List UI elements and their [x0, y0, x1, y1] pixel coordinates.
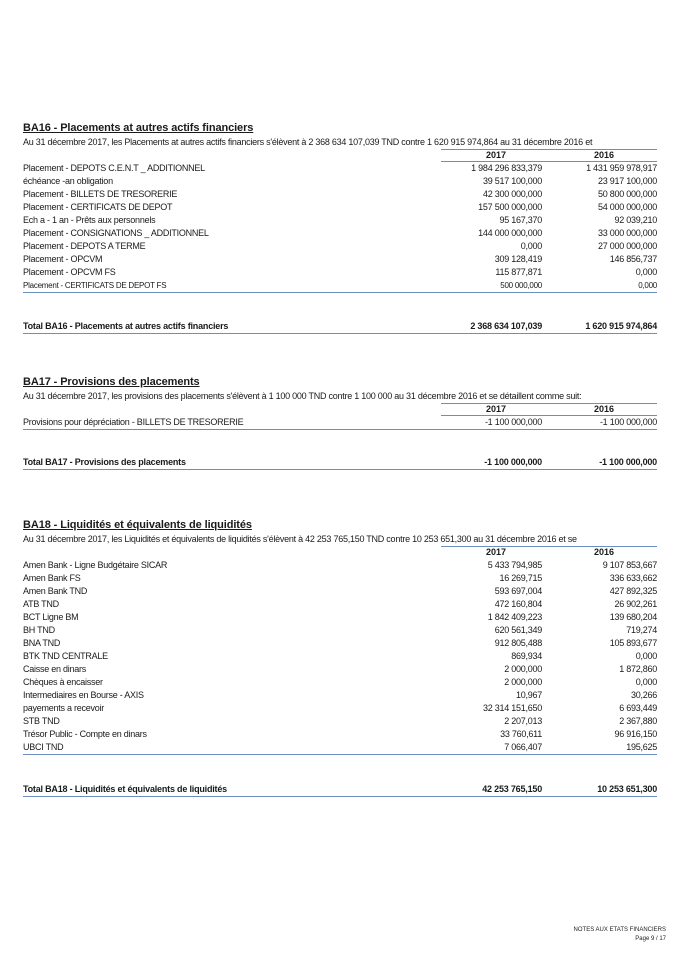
value-2017: 2 000,000 — [504, 677, 542, 687]
value-2016: 6 693,449 — [619, 703, 657, 713]
table-row — [23, 279, 657, 293]
footer-title: NOTES AUX ETATS FINANCIERS — [573, 927, 666, 933]
value-2016: 33 000 000,000 — [597, 228, 657, 238]
section-intro: Au 31 décembre 2017, les Liquidités et équivalents de liquidités s'élèvent à 42 253 765,150 TND contre 10 253 651,300 au 31 décembre 2016 et se — [23, 534, 577, 544]
value-2017: 10,967 — [515, 690, 542, 700]
value-2016: 0,000 — [635, 651, 657, 661]
row-label: ATB TND — [23, 599, 59, 609]
value-2016: 27 000 000,000 — [597, 241, 657, 251]
row-label: Placement - OPCVM FS — [23, 267, 116, 277]
row-label: Placement - CONSIGNATIONS _ ADDITIONNEL — [23, 228, 209, 238]
total-2017: 42 253 765,150 — [482, 784, 542, 794]
table-row — [23, 663, 657, 676]
row-label: Provisions pour dépréciation - BILLETS DE TRESORERIE — [23, 417, 244, 427]
table-row — [23, 676, 657, 689]
column-header-2016: 2016 — [593, 150, 615, 160]
column-header-row — [23, 403, 657, 416]
total-row-ba18 — [23, 783, 657, 797]
table-row — [23, 240, 657, 253]
row-label: Placement - OPCVM — [23, 254, 103, 264]
table-row — [23, 637, 657, 650]
value-2017: 95 167,370 — [499, 215, 542, 225]
table-row — [23, 201, 657, 214]
row-label: Placement - DEPOTS A TERME — [23, 241, 146, 251]
table-row — [23, 689, 657, 702]
total-2016: 1 620 915 974,864 — [585, 321, 657, 331]
table-row — [23, 188, 657, 201]
value-2017: 42 300 000,000 — [482, 189, 542, 199]
value-2017: 39 517 100,000 — [482, 176, 542, 186]
total-label: Total BA16 - Placements at autres actifs financiers — [23, 321, 229, 331]
total-label: Total BA18 - Liquidités et équivalents de liquidités — [23, 784, 227, 794]
column-header-2017: 2017 — [485, 404, 507, 414]
value-2017: 500 000,000 — [500, 281, 542, 290]
total-label: Total BA17 - Provisions des placements — [23, 457, 186, 467]
row-label: BTK TND CENTRALE — [23, 651, 108, 661]
value-2016: 195,625 — [626, 742, 657, 752]
section-title: BA18 - Liquidités et équivalents de liquidités — [23, 519, 252, 531]
column-header-row — [23, 149, 657, 162]
value-2017: 869,934 — [511, 651, 542, 661]
column-header-2016: 2016 — [593, 547, 615, 557]
section-intro: Au 31 décembre 2017, les Placements at autres actifs financiers s'élèvent à 2 368 634 107,039 TND contre 1 620 915 974,864 au 31 décembre 2016 et — [23, 137, 593, 147]
total-2017: 2 368 634 107,039 — [470, 321, 542, 331]
row-label: Chèques à encaisser — [23, 677, 103, 687]
value-2017: 157 500 000,000 — [478, 202, 542, 212]
row-label: Placement - CERTIFICATS DE DEPOT FS — [23, 281, 167, 290]
row-label: UBCI TND — [23, 742, 64, 752]
total-row-ba17 — [23, 456, 657, 470]
value-2016: 0,000 — [638, 281, 657, 290]
table-row — [23, 624, 657, 637]
value-2016: 719,274 — [626, 625, 657, 635]
table-row — [23, 650, 657, 663]
row-label: BNA TND — [23, 638, 61, 648]
value-2016: 336 633,662 — [609, 573, 657, 583]
value-2016: 92 039,210 — [614, 215, 657, 225]
value-2017: 7 066,407 — [504, 742, 542, 752]
column-header-2017: 2017 — [485, 150, 507, 160]
row-label: échéance -an obligation — [23, 176, 113, 186]
value-2017: 1 984 296 833,379 — [471, 163, 542, 173]
row-label: BH TND — [23, 625, 55, 635]
value-2017: 620 561,349 — [494, 625, 542, 635]
row-label: Amen Bank TND — [23, 586, 88, 596]
value-2016: 30,266 — [630, 690, 657, 700]
section-title: BA17 - Provisions des placements — [23, 376, 200, 388]
value-2016: 0,000 — [635, 677, 657, 687]
value-2016: 1 431 959 978,917 — [586, 163, 657, 173]
table-row — [23, 227, 657, 240]
value-2016: 0,000 — [635, 267, 657, 277]
table-row — [23, 266, 657, 279]
value-2017: 33 760,611 — [500, 729, 542, 739]
value-2016: 139 680,204 — [609, 612, 657, 622]
value-2017: 309 128,419 — [494, 254, 542, 264]
table-row — [23, 728, 657, 741]
value-2016: 2 367,880 — [619, 716, 657, 726]
value-2017: 912 805,488 — [494, 638, 542, 648]
value-2016: 54 000 000,000 — [597, 202, 657, 212]
total-2017: -1 100 000,000 — [484, 457, 542, 467]
value-2017: 144 000 000,000 — [478, 228, 542, 238]
column-header-2017: 2017 — [485, 547, 507, 557]
total-2016: 10 253 651,300 — [597, 784, 657, 794]
value-2017: 2 207,013 — [504, 716, 542, 726]
table-row — [23, 559, 657, 572]
value-2017: 5 433 794,985 — [487, 560, 542, 570]
row-label: STB TND — [23, 716, 60, 726]
table-row — [23, 585, 657, 598]
value-2016: 9 107 853,667 — [602, 560, 657, 570]
value-2016: 1 872,860 — [619, 664, 657, 674]
table-row — [23, 702, 657, 715]
total-2016: -1 100 000,000 — [599, 457, 657, 467]
table-row — [23, 611, 657, 624]
table-row — [23, 214, 657, 227]
column-header-2016: 2016 — [593, 404, 615, 414]
row-label: Trésor Public - Compte en dinars — [23, 729, 147, 739]
value-2017: -1 100 000,000 — [484, 417, 542, 427]
value-2016: -1 100 000,000 — [599, 417, 657, 427]
table-row — [23, 253, 657, 266]
value-2017: 0,000 — [520, 241, 542, 251]
section-ba17 — [23, 375, 657, 430]
section-ba18 — [23, 518, 657, 755]
value-2016: 26 902,261 — [614, 599, 657, 609]
row-label: Placement - DEPOTS C.E.N.T _ ADDITIONNEL — [23, 163, 205, 173]
table-row — [23, 741, 657, 755]
value-2017: 2 000,000 — [504, 664, 542, 674]
row-label: Amen Bank - Ligne Budgétaire SICAR — [23, 560, 168, 570]
value-2017: 593 697,004 — [494, 586, 542, 596]
value-2017: 16 269,715 — [499, 573, 542, 583]
value-2016: 105 893,677 — [609, 638, 657, 648]
row-label: Placement - BILLETS DE TRESORERIE — [23, 189, 178, 199]
value-2016: 146 856,737 — [609, 254, 657, 264]
value-2017: 32 314 151,650 — [482, 703, 542, 713]
value-2016: 427 892,325 — [609, 586, 657, 596]
row-label: Amen Bank FS — [23, 573, 81, 583]
row-label: Placement - CERTIFICATS DE DEPOT — [23, 202, 173, 212]
table-row — [23, 598, 657, 611]
table-row — [23, 416, 657, 430]
value-2017: 1 842 409,223 — [487, 612, 542, 622]
section-ba16 — [23, 121, 657, 293]
value-2017: 115 877,871 — [495, 267, 542, 277]
section-intro: Au 31 décembre 2017, les provisions des placements s'élèvent à 1 100 000 TND contre 1 100 000 au 31 décembre 2016 et se détaillent comme suit: — [23, 391, 582, 401]
row-label: payements a recevoir — [23, 703, 105, 713]
table-row — [23, 715, 657, 728]
row-label: Ech a - 1 an - Prêts aux personnels — [23, 215, 156, 225]
page-footer — [574, 926, 666, 944]
total-row-ba16 — [23, 320, 657, 334]
row-label: Intermediaires en Bourse - AXIS — [23, 690, 144, 700]
value-2016: 50 800 000,000 — [597, 189, 657, 199]
value-2016: 23 917 100,000 — [597, 176, 657, 186]
table-row — [23, 162, 657, 175]
page-number: Page 9 / 17 — [635, 936, 666, 942]
row-label: BCT Ligne BM — [23, 612, 79, 622]
value-2017: 472 160,804 — [494, 599, 542, 609]
column-header-row — [23, 546, 657, 559]
table-row — [23, 175, 657, 188]
table-row — [23, 572, 657, 585]
section-title: BA16 - Placements at autres actifs financiers — [23, 122, 254, 134]
row-label: Caisse en dinars — [23, 664, 87, 674]
value-2016: 96 916,150 — [614, 729, 657, 739]
